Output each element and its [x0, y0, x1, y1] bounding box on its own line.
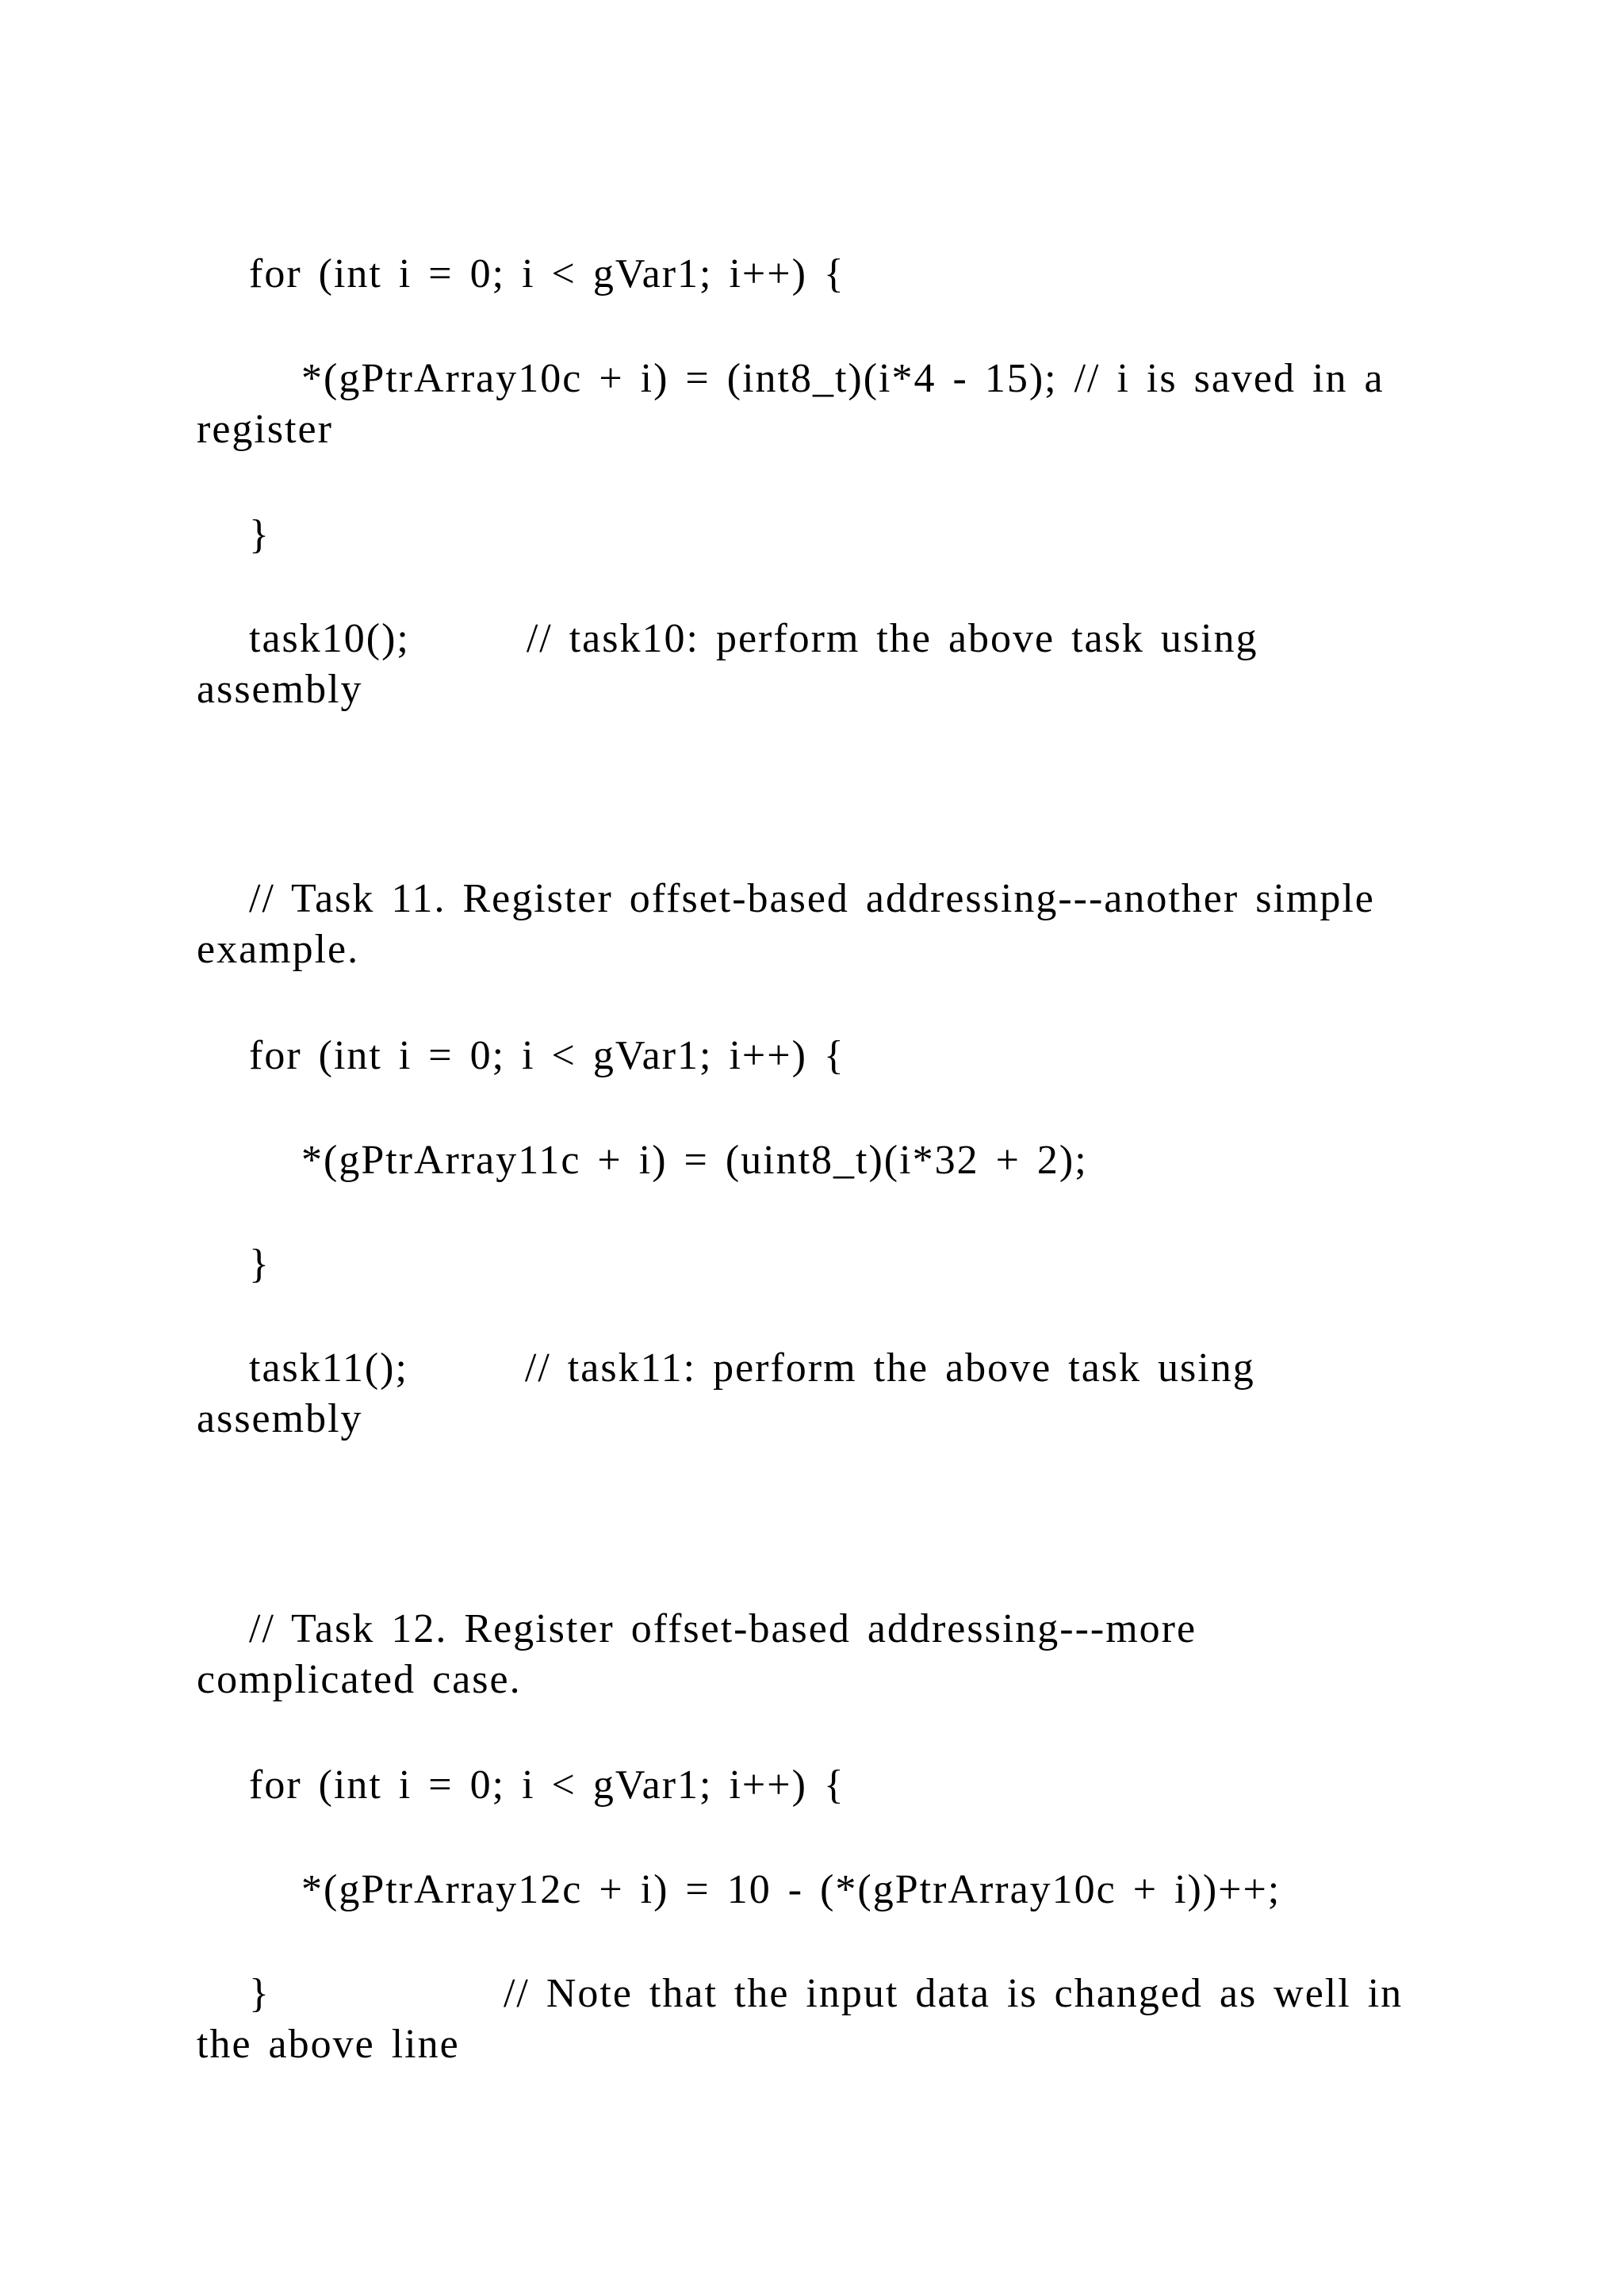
code-line: assembly [197, 1396, 363, 1441]
comment-line: // Task 11. Register offset-based addressing---another simple [249, 876, 1375, 921]
code-line: task11(); // task11: perform the above task using [249, 1345, 1255, 1391]
comment-line: // Task 12. Register offset-based addressing---more [249, 1606, 1197, 1651]
code-line: } [249, 1242, 270, 1287]
comment-line: example. [197, 927, 360, 972]
code-line: } // Note that the input data is changed as well in [249, 1971, 1404, 2016]
code-line: *(gPtrArray12c + i) = 10 - (*(gPtrArray10c + i))++; [301, 1867, 1281, 1912]
code-line: for (int i = 0; i < gVar1; i++) { [249, 251, 845, 297]
code-line: assembly [197, 667, 363, 712]
code-line: for (int i = 0; i < gVar1; i++) { [249, 1033, 845, 1078]
code-line: for (int i = 0; i < gVar1; i++) { [249, 1762, 845, 1808]
code-line: register [197, 407, 333, 452]
code-line: *(gPtrArray10c + i) = (int8_t)(i*4 - 15); // i is saved in a [301, 356, 1385, 401]
comment-line: complicated case. [197, 1657, 522, 1702]
code-line: } [249, 512, 270, 557]
code-line: task10(); // task10: perform the above task using [249, 616, 1258, 661]
code-line: *(gPtrArray11c + i) = (uint8_t)(i*32 + 2); [301, 1138, 1088, 1183]
code-line: the above line [197, 2022, 460, 2067]
